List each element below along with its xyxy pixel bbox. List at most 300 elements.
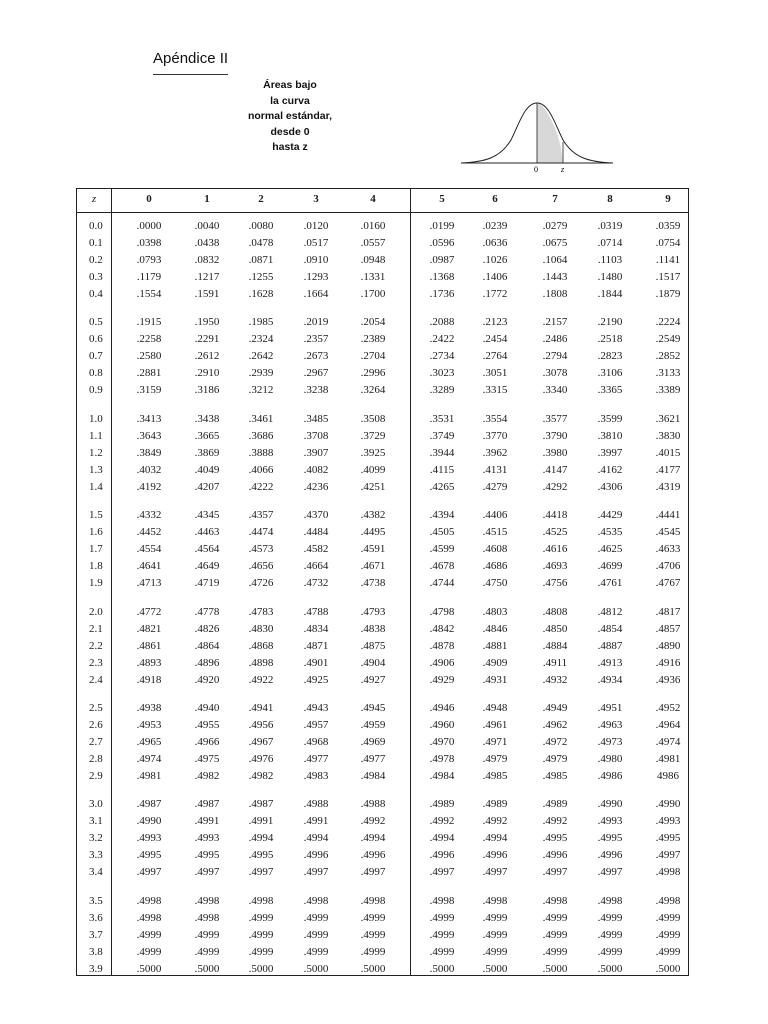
table-cell: .4995 bbox=[542, 832, 568, 845]
table-cell: .0398 bbox=[136, 237, 162, 249]
table-cell: .4279 bbox=[482, 480, 508, 493]
table-cell: .4976 bbox=[248, 753, 274, 765]
table-cell: .3238 bbox=[303, 384, 329, 397]
table-cell: .4788 bbox=[303, 605, 329, 618]
table-cell: .4996 bbox=[429, 849, 455, 862]
table-cell: .4973 bbox=[597, 736, 623, 748]
table-cell: .3264 bbox=[360, 384, 386, 397]
z-column-divider bbox=[111, 189, 112, 975]
table-cell: .4582 bbox=[303, 543, 329, 556]
table-cell: .1517 bbox=[655, 271, 681, 283]
table-cell: .2224 bbox=[655, 316, 681, 329]
table-cell: .4793 bbox=[360, 605, 386, 618]
table-cell: .3186 bbox=[194, 384, 220, 397]
table-cell: .4918 bbox=[136, 673, 162, 686]
table-cell: .3770 bbox=[482, 429, 508, 442]
table-cell: .4999 bbox=[597, 928, 623, 941]
table-cell: .1103 bbox=[597, 254, 623, 266]
table-cell: .4934 bbox=[597, 673, 623, 686]
table-cell: .1844 bbox=[597, 288, 623, 300]
table-cell: .4474 bbox=[248, 526, 274, 539]
table-cell: .0910 bbox=[303, 254, 329, 266]
table-cell: .4732 bbox=[303, 577, 329, 590]
table-cell: .4922 bbox=[248, 673, 274, 686]
table-cell: .4994 bbox=[248, 832, 274, 845]
table-cell: .4953 bbox=[136, 719, 162, 731]
table-cell: .3438 bbox=[194, 412, 220, 425]
table-cell: .4963 bbox=[597, 719, 623, 731]
table-cell: .3749 bbox=[429, 429, 455, 442]
table-cell: .0636 bbox=[482, 237, 508, 249]
table-cell: .0359 bbox=[655, 220, 681, 232]
table-cell: .0319 bbox=[597, 220, 623, 232]
table-cell: .4987 bbox=[248, 798, 274, 811]
table-cell: .4999 bbox=[136, 945, 162, 958]
table-cell: .4995 bbox=[597, 832, 623, 845]
table-cell: .4990 bbox=[136, 815, 162, 828]
table-cell: .4554 bbox=[136, 543, 162, 556]
table-cell: .4998 bbox=[360, 894, 386, 907]
table-cell: .4525 bbox=[542, 526, 568, 539]
z-value: 2.2 bbox=[89, 639, 103, 652]
center-divider bbox=[410, 189, 411, 975]
table-cell: .4987 bbox=[194, 798, 220, 811]
table-cell: .2422 bbox=[429, 333, 455, 346]
table-cell: .4761 bbox=[597, 577, 623, 590]
table-cell: .4997 bbox=[597, 866, 623, 879]
table-cell: .4633 bbox=[655, 543, 681, 556]
table-cell: .3708 bbox=[303, 429, 329, 442]
axis-label-zero: 0 bbox=[534, 165, 538, 174]
table-cell: .2123 bbox=[482, 316, 508, 329]
table-cell: .3907 bbox=[303, 446, 329, 459]
table-cell: .4893 bbox=[136, 656, 162, 669]
table-cell: .4974 bbox=[655, 736, 681, 748]
table-cell: .4838 bbox=[360, 622, 386, 635]
table-cell: .0000 bbox=[136, 220, 162, 232]
table-cell: .4738 bbox=[360, 577, 386, 590]
table-cell: .4997 bbox=[194, 866, 220, 879]
table-cell: .2852 bbox=[655, 350, 681, 363]
table-cell: .4664 bbox=[303, 560, 329, 573]
table-cell: .4868 bbox=[248, 639, 274, 652]
table-cell: .4999 bbox=[303, 945, 329, 958]
z-value: 1.8 bbox=[89, 560, 103, 573]
table-cell: .4997 bbox=[360, 866, 386, 879]
table-cell: .3888 bbox=[248, 446, 274, 459]
z-value: 3.1 bbox=[89, 815, 103, 828]
table-cell: .4099 bbox=[360, 463, 386, 476]
table-cell: .4345 bbox=[194, 509, 220, 522]
table-cell: .4162 bbox=[597, 463, 623, 476]
table-cell: .4999 bbox=[303, 928, 329, 941]
table-cell: .4418 bbox=[542, 509, 568, 522]
z-value: 0.9 bbox=[89, 384, 103, 397]
table-cell: .4999 bbox=[482, 911, 508, 924]
table-cell: .3461 bbox=[248, 412, 274, 425]
table-cell: .3577 bbox=[542, 412, 568, 425]
table-cell: .5000 bbox=[482, 962, 508, 975]
table-cell: .2642 bbox=[248, 350, 274, 363]
table-cell: .4495 bbox=[360, 526, 386, 539]
table-cell: .2019 bbox=[303, 316, 329, 329]
table-cell: .0080 bbox=[248, 220, 274, 232]
table-cell: .0754 bbox=[655, 237, 681, 249]
table-cell: .5000 bbox=[429, 962, 455, 975]
table-cell: .4999 bbox=[542, 928, 568, 941]
table-cell: .4857 bbox=[655, 622, 681, 635]
z-value: 3.5 bbox=[89, 894, 103, 907]
z-value: 3.6 bbox=[89, 911, 103, 924]
z-value: 1.7 bbox=[89, 543, 103, 556]
table-cell: .4968 bbox=[303, 736, 329, 748]
table-cell: .4850 bbox=[542, 622, 568, 635]
table-cell: .4969 bbox=[360, 736, 386, 748]
table-cell: .5000 bbox=[655, 962, 681, 975]
table-cell: .4898 bbox=[248, 656, 274, 669]
z-value: 2.9 bbox=[89, 770, 103, 782]
table-cell: .3849 bbox=[136, 446, 162, 459]
z-value: 2.6 bbox=[89, 719, 103, 731]
table-cell: .4920 bbox=[194, 673, 220, 686]
table-cell: .3106 bbox=[597, 367, 623, 380]
table-cell: .3830 bbox=[655, 429, 681, 442]
table-cell: .1915 bbox=[136, 316, 162, 329]
z-value: 2.7 bbox=[89, 736, 103, 748]
table-cell: .4726 bbox=[248, 577, 274, 590]
column-header: 1 bbox=[204, 193, 210, 205]
table-cell: .0478 bbox=[248, 237, 274, 249]
table-cell: .4821 bbox=[136, 622, 162, 635]
table-cell: .4750 bbox=[482, 577, 508, 590]
table-cell: .4997 bbox=[542, 866, 568, 879]
z-value: 0.5 bbox=[89, 316, 103, 329]
table-cell: .4429 bbox=[597, 509, 623, 522]
z-value: 3.8 bbox=[89, 945, 103, 958]
caption-line: hasta z bbox=[272, 141, 308, 153]
table-cell: .4744 bbox=[429, 577, 455, 590]
table-cell: .1950 bbox=[194, 316, 220, 329]
table-cell: .4931 bbox=[482, 673, 508, 686]
table-cell: .0557 bbox=[360, 237, 386, 249]
table-cell: .4884 bbox=[542, 639, 568, 652]
table-cell: .4995 bbox=[136, 849, 162, 862]
table-cell: 4986 bbox=[657, 770, 679, 782]
z-value: 1.1 bbox=[89, 429, 103, 442]
table-cell: .4861 bbox=[136, 639, 162, 652]
table-cell: .4997 bbox=[303, 866, 329, 879]
table-cell: .4997 bbox=[482, 866, 508, 879]
table-cell: .4979 bbox=[542, 753, 568, 765]
table-cell: .0517 bbox=[303, 237, 329, 249]
table-cell: .4997 bbox=[655, 849, 681, 862]
table-cell: .4082 bbox=[303, 463, 329, 476]
table-cell: .2088 bbox=[429, 316, 455, 329]
table-cell: .4147 bbox=[542, 463, 568, 476]
table-cell: .4993 bbox=[655, 815, 681, 828]
table-cell: .4854 bbox=[597, 622, 623, 635]
table-cell: .4940 bbox=[194, 702, 220, 714]
table-cell: .4826 bbox=[194, 622, 220, 635]
z-value: 3.2 bbox=[89, 832, 103, 845]
table-cell: .3790 bbox=[542, 429, 568, 442]
z-value: 0.3 bbox=[89, 271, 103, 283]
table-cell: .4686 bbox=[482, 560, 508, 573]
table-cell: .4994 bbox=[360, 832, 386, 845]
table-cell: .2549 bbox=[655, 333, 681, 346]
table-cell: .1406 bbox=[482, 271, 508, 283]
title-underline bbox=[153, 74, 228, 75]
table-cell: .5000 bbox=[542, 962, 568, 975]
column-header: 5 bbox=[439, 193, 445, 205]
table-cell: .4989 bbox=[542, 798, 568, 811]
table-cell: .4896 bbox=[194, 656, 220, 669]
header-rule bbox=[77, 212, 688, 213]
table-cell: .3023 bbox=[429, 367, 455, 380]
table-cell: .2454 bbox=[482, 333, 508, 346]
table-cell: .4901 bbox=[303, 656, 329, 669]
table-cell: .4996 bbox=[542, 849, 568, 862]
table-cell: .1443 bbox=[542, 271, 568, 283]
table-cell: .1064 bbox=[542, 254, 568, 266]
table-cell: .5000 bbox=[248, 962, 274, 975]
table-cell: .4999 bbox=[360, 911, 386, 924]
table-cell: .4955 bbox=[194, 719, 220, 731]
caption-line: la curva bbox=[270, 94, 310, 107]
table-cell: .3133 bbox=[655, 367, 681, 380]
table-cell: .2190 bbox=[597, 316, 623, 329]
table-cell: .4993 bbox=[597, 815, 623, 828]
table-cell: .2764 bbox=[482, 350, 508, 363]
table-cell: .3159 bbox=[136, 384, 162, 397]
table-cell: .5000 bbox=[360, 962, 386, 975]
table-cell: .4719 bbox=[194, 577, 220, 590]
column-header: 9 bbox=[665, 193, 671, 205]
table-cell: .4999 bbox=[542, 911, 568, 924]
table-cell: .0714 bbox=[597, 237, 623, 249]
table-cell: .3051 bbox=[482, 367, 508, 380]
table-cell: .2794 bbox=[542, 350, 568, 363]
table-cell: .4999 bbox=[482, 945, 508, 958]
table-cell: .4998 bbox=[429, 894, 455, 907]
z-value: 0.1 bbox=[89, 237, 103, 249]
table-cell: .3643 bbox=[136, 429, 162, 442]
table-cell: .4808 bbox=[542, 605, 568, 618]
table-cell: .4985 bbox=[542, 770, 568, 782]
z-value: 0.6 bbox=[89, 333, 103, 346]
table-cell: .4131 bbox=[482, 463, 508, 476]
table-cell: .4999 bbox=[597, 945, 623, 958]
table-cell: .3531 bbox=[429, 412, 455, 425]
table-cell: .4999 bbox=[482, 928, 508, 941]
table-cell: .4999 bbox=[655, 945, 681, 958]
table-cell: .5000 bbox=[136, 962, 162, 975]
table-cell: .4864 bbox=[194, 639, 220, 652]
table-cell: .4992 bbox=[360, 815, 386, 828]
caption-line: desde 0 bbox=[270, 125, 310, 138]
table-cell: .2967 bbox=[303, 367, 329, 380]
table-cell: .4015 bbox=[655, 446, 681, 459]
table-cell: .4830 bbox=[248, 622, 274, 635]
table-cell: .4916 bbox=[655, 656, 681, 669]
table-cell: .1554 bbox=[136, 288, 162, 300]
table-cell: .0239 bbox=[482, 220, 508, 232]
table-cell: .4977 bbox=[360, 753, 386, 765]
column-header: 7 bbox=[552, 193, 558, 205]
table-cell: .4887 bbox=[597, 639, 623, 652]
table-cell: .1480 bbox=[597, 271, 623, 283]
table-cell: .4756 bbox=[542, 577, 568, 590]
table-cell: .4713 bbox=[136, 577, 162, 590]
z-value: 0.8 bbox=[89, 367, 103, 380]
table-cell: .4842 bbox=[429, 622, 455, 635]
table-cell: .4656 bbox=[248, 560, 274, 573]
table-cell: .0832 bbox=[194, 254, 220, 266]
table-cell: .2324 bbox=[248, 333, 274, 346]
table-cell: .1700 bbox=[360, 288, 386, 300]
table-cell: .1141 bbox=[655, 254, 681, 266]
table-cell: .4995 bbox=[655, 832, 681, 845]
table-cell: .0438 bbox=[194, 237, 220, 249]
table-cell: .4999 bbox=[429, 928, 455, 941]
table-cell: .4904 bbox=[360, 656, 386, 669]
table-cell: .4545 bbox=[655, 526, 681, 539]
table-cell: .4177 bbox=[655, 463, 681, 476]
table-cell: .4999 bbox=[360, 928, 386, 941]
table-cell: .4999 bbox=[248, 945, 274, 958]
table-cell: .1026 bbox=[482, 254, 508, 266]
table-cell: .4906 bbox=[429, 656, 455, 669]
table-cell: .4441 bbox=[655, 509, 681, 522]
z-value: 1.9 bbox=[89, 577, 103, 590]
table-cell: .4649 bbox=[194, 560, 220, 573]
table-cell: .5000 bbox=[597, 962, 623, 975]
table-cell: .2157 bbox=[542, 316, 568, 329]
z-value: 2.0 bbox=[89, 605, 103, 618]
table-cell: .0675 bbox=[542, 237, 568, 249]
table-cell: .4962 bbox=[542, 719, 568, 731]
table-cell: .4998 bbox=[655, 866, 681, 879]
table-cell: .2389 bbox=[360, 333, 386, 346]
table-cell: .4989 bbox=[482, 798, 508, 811]
table-cell: .3621 bbox=[655, 412, 681, 425]
table-cell: .4964 bbox=[655, 719, 681, 731]
table-cell: .4972 bbox=[542, 736, 568, 748]
table-cell: .1368 bbox=[429, 271, 455, 283]
table-cell: .4251 bbox=[360, 480, 386, 493]
table-cell: .4992 bbox=[482, 815, 508, 828]
table-cell: .4394 bbox=[429, 509, 455, 522]
table-cell: .4967 bbox=[248, 736, 274, 748]
table-cell: .4981 bbox=[136, 770, 162, 782]
table-cell: .0120 bbox=[303, 220, 329, 232]
table-cell: .4977 bbox=[303, 753, 329, 765]
table-cell: .4999 bbox=[136, 928, 162, 941]
z-value: 3.9 bbox=[89, 962, 103, 975]
table-cell: .4573 bbox=[248, 543, 274, 556]
table-cell: .2291 bbox=[194, 333, 220, 346]
table-cell: .0596 bbox=[429, 237, 455, 249]
caption-line: normal estándar, bbox=[247, 110, 333, 122]
table-cell: .4989 bbox=[429, 798, 455, 811]
table-cell: .4987 bbox=[136, 798, 162, 811]
table-cell: .1331 bbox=[360, 271, 386, 283]
table-cell: .1591 bbox=[194, 288, 220, 300]
table-cell: .2734 bbox=[429, 350, 455, 363]
table-cell: .4999 bbox=[597, 911, 623, 924]
table-cell: .4970 bbox=[429, 736, 455, 748]
table-cell: .4591 bbox=[360, 543, 386, 556]
table-cell: .4979 bbox=[482, 753, 508, 765]
table-cell: .3508 bbox=[360, 412, 386, 425]
table-cell: .4032 bbox=[136, 463, 162, 476]
table-cell: .4990 bbox=[597, 798, 623, 811]
z-value: 0.2 bbox=[89, 254, 103, 266]
table-cell: .4995 bbox=[194, 849, 220, 862]
table-cell: .4999 bbox=[248, 911, 274, 924]
table-cell: .4980 bbox=[597, 753, 623, 765]
table-cell: .4846 bbox=[482, 622, 508, 635]
table-cell: .3599 bbox=[597, 412, 623, 425]
z-value: 0.0 bbox=[89, 220, 103, 232]
caption-line: Áreas bajo bbox=[263, 79, 317, 91]
z-value: 1.6 bbox=[89, 526, 103, 539]
table-cell: .4992 bbox=[429, 815, 455, 828]
table-cell: .4998 bbox=[136, 894, 162, 907]
table-cell: .4948 bbox=[482, 702, 508, 714]
page-title: Apéndice II bbox=[153, 50, 229, 67]
table-cell: .4984 bbox=[360, 770, 386, 782]
table-cell: .4996 bbox=[482, 849, 508, 862]
table-cell: .2910 bbox=[194, 367, 220, 380]
table-cell: .1736 bbox=[429, 288, 455, 300]
table-cell: .4981 bbox=[655, 753, 681, 765]
table-cell: .4881 bbox=[482, 639, 508, 652]
table-cell: .4997 bbox=[136, 866, 162, 879]
table-cell: .4999 bbox=[248, 928, 274, 941]
z-value: 2.8 bbox=[89, 753, 103, 765]
table-cell: .4115 bbox=[429, 463, 455, 476]
table-cell: .4998 bbox=[597, 894, 623, 907]
table-cell: .4999 bbox=[542, 945, 568, 958]
table-cell: .4871 bbox=[303, 639, 329, 652]
table-cell: .4999 bbox=[429, 911, 455, 924]
table-cell: .4803 bbox=[482, 605, 508, 618]
z-value: 3.7 bbox=[89, 928, 103, 941]
column-header: 8 bbox=[607, 193, 613, 205]
z-value: 2.4 bbox=[89, 673, 103, 686]
table-cell: .4988 bbox=[360, 798, 386, 811]
table-cell: .3665 bbox=[194, 429, 220, 442]
table-cell: .4998 bbox=[542, 894, 568, 907]
table-cell: .4406 bbox=[482, 509, 508, 522]
table-cell: .4608 bbox=[482, 543, 508, 556]
table-cell: .3686 bbox=[248, 429, 274, 442]
table-cell: .3212 bbox=[248, 384, 274, 397]
table-cell: .3289 bbox=[429, 384, 455, 397]
table-cell: .3340 bbox=[542, 384, 568, 397]
table-cell: .4306 bbox=[597, 480, 623, 493]
table-cell: .4706 bbox=[655, 560, 681, 573]
table-cell: .4332 bbox=[136, 509, 162, 522]
table-cell: .0948 bbox=[360, 254, 386, 266]
table-cell: .2673 bbox=[303, 350, 329, 363]
table-cell: .4699 bbox=[597, 560, 623, 573]
table-cell: .4535 bbox=[597, 526, 623, 539]
table-cell: .4975 bbox=[194, 753, 220, 765]
table-cell: .4641 bbox=[136, 560, 162, 573]
z-value: 2.3 bbox=[89, 656, 103, 669]
